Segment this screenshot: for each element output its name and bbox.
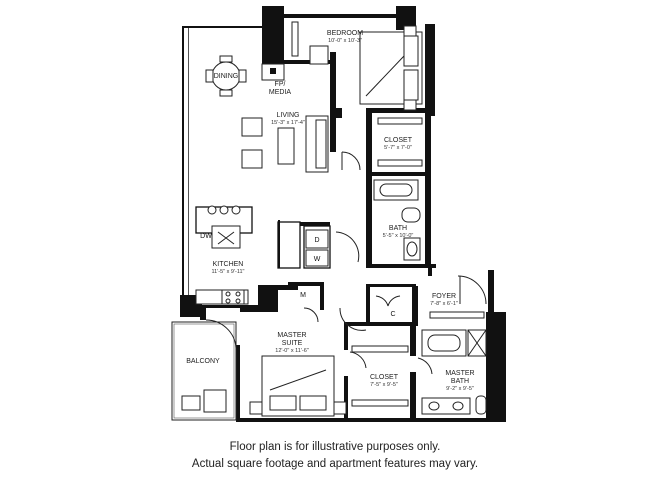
bedroom-chair (310, 46, 328, 64)
foyer-shelf (430, 312, 484, 318)
door-swing (458, 276, 486, 304)
door-swing (376, 296, 400, 306)
foyer-label: FOYER (431, 293, 457, 300)
balcony-label: BALCONY (186, 358, 220, 365)
living-dims: 15'-3" x 17'-4" (271, 120, 305, 126)
master-tub (422, 330, 466, 356)
washer-label: W (313, 256, 321, 263)
dresser (292, 22, 298, 56)
closet-label: CLOSET (383, 137, 413, 144)
kitchen-dims: 11'-5" x 9'-11" (211, 269, 245, 275)
door-swing (350, 352, 366, 368)
master-closet-dims: 7'-5" x 9'-5" (370, 382, 398, 388)
door-swing (304, 308, 318, 322)
dishwasher-label: DW (200, 233, 212, 240)
bath-label: BATH (388, 225, 408, 232)
master-suite-label-1: MASTER (277, 332, 307, 339)
coffee-table (278, 128, 294, 164)
door-swing (340, 308, 366, 330)
toilet (476, 396, 486, 414)
living-label: LIVING (276, 112, 300, 119)
balcony-chair (182, 396, 200, 410)
disclaimer-line-1: Floor plan is for illustrative purposes only. (229, 441, 441, 453)
kitchen-sink (212, 226, 240, 248)
foyer-dims: 7'-8" x 6'-1" (430, 301, 458, 307)
disclaimer-line-2: Actual square footage and apartment features may vary. (191, 458, 479, 470)
m-closet-label: M (300, 292, 306, 299)
master-closet-label: CLOSET (369, 374, 399, 381)
master-bath-label-1: MASTER (445, 370, 475, 377)
bathtub (374, 180, 418, 200)
master-bath-dims: 9'-2" x 9'-5" (446, 386, 474, 392)
door-swing (336, 232, 359, 262)
dryer-label: D (314, 237, 320, 244)
armchair (242, 150, 262, 168)
kitchen-label: KITCHEN (212, 261, 244, 268)
c-closet-label: C (390, 311, 396, 318)
door-swing (418, 358, 432, 374)
bath-dims: 5'-5" x 10'-0" (382, 233, 414, 239)
sofa (306, 116, 328, 172)
fp-media-label-1: FP/ (274, 81, 286, 88)
door-swing (342, 152, 360, 170)
armchair (242, 118, 262, 136)
closet-dims: 5'-7" x 7'-0" (384, 145, 412, 151)
toilet (402, 208, 420, 222)
master-suite-dims: 12'-0" x 11'-6" (275, 348, 309, 354)
master-bath-label-2: BATH (450, 378, 470, 385)
cooktop (222, 290, 244, 304)
bath-sink (404, 238, 420, 260)
bedroom-label: BEDROOM (326, 30, 364, 37)
master-suite-label-2: SUITE (281, 340, 303, 347)
master-bed (250, 356, 346, 416)
dining-label: DINING (213, 73, 239, 80)
fp-media-label-2: MEDIA (268, 89, 292, 96)
balcony-chair (204, 390, 226, 412)
bedroom-dims: 10'-0" x 10'-3" (328, 38, 362, 44)
bed (360, 26, 422, 110)
